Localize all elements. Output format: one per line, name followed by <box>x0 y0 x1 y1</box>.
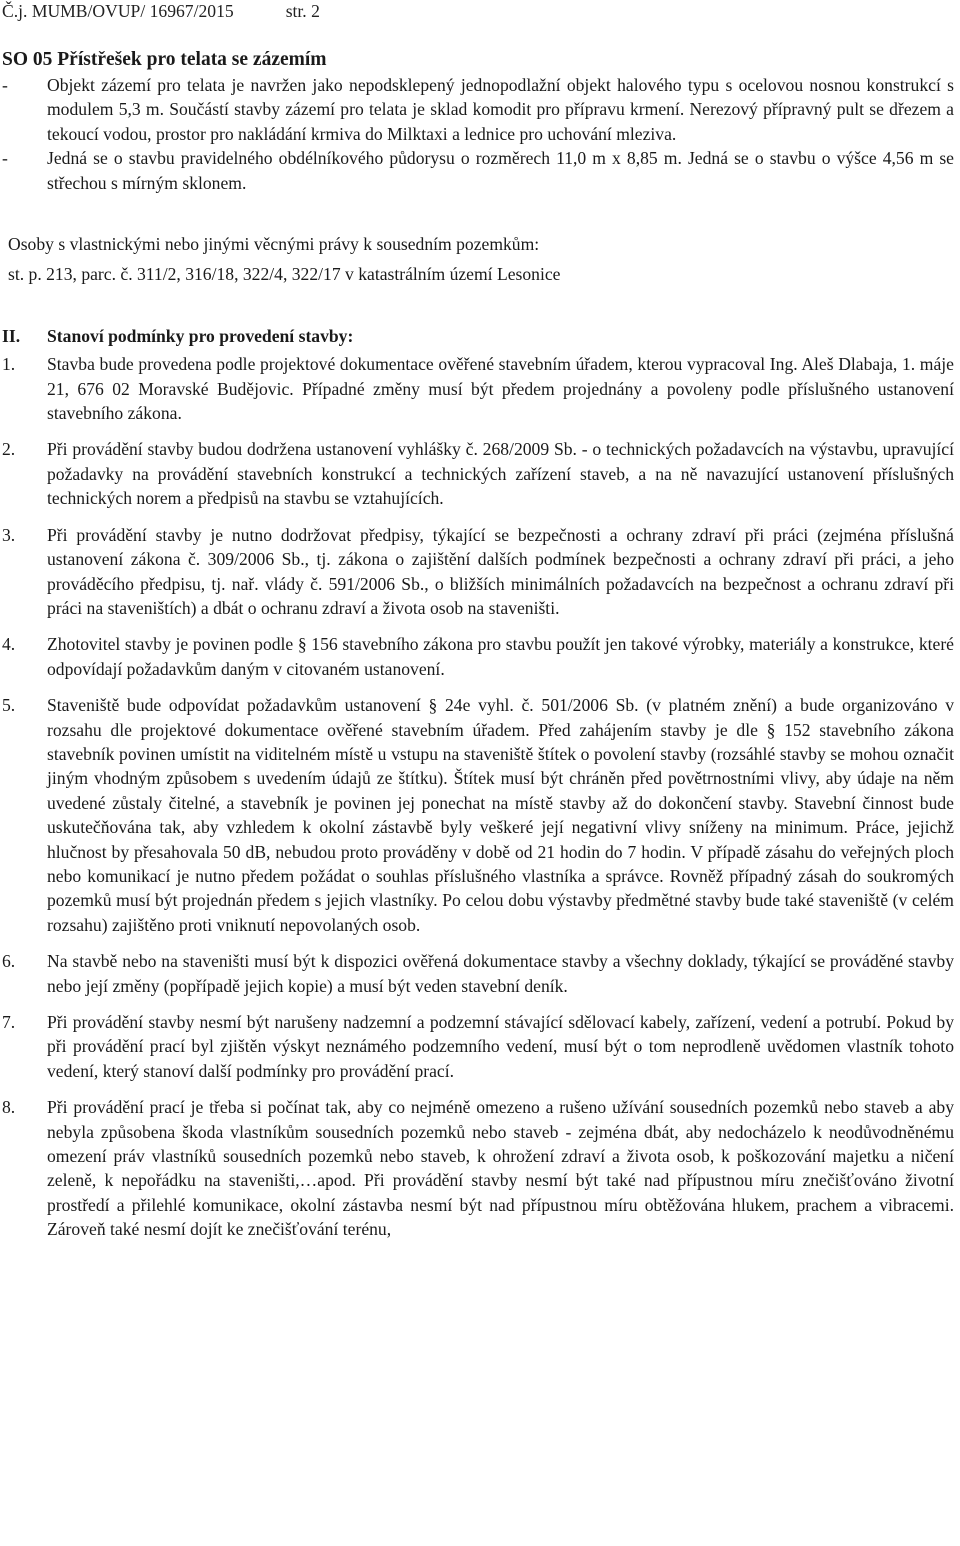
condition-text: Stavba bude provedena podle projektové dokumentace ověřené stavebním úřadem, kterou vypracoval Ing. Aleš Dlabaja, 1. máje 21, 676 02 Moravské Budějovic. Případné změny musí být předem projednány a povoleny podle příslušného ustanovení stavebního zákona. <box>47 354 954 424</box>
condition-item <box>2 632 954 681</box>
object-description-item <box>2 146 954 195</box>
condition-text: Při provádění stavby budou dodržena ustanovení vyhlášky č. 268/2009 Sb. - o technických požadavcích na výstavbu, upravující požadavky na provádění stavebních konstrukcí a technických zařízení staveb, a na ně navazující ustanovení příslušných technických norem a předpisů na stavbu se vztahujících. <box>47 439 954 509</box>
neighbours-title: Osoby s vlastnickými nebo jinými věcnými právy k sousedním pozemkům: <box>8 234 540 255</box>
condition-text: Při provádění stavby nesmí být narušeny nadzemní a podzemní stávající sdělovací kabely, zařízení, vedení a potrubí. Pokud by při provádění prací byl zjištěn výskyt neznámého podzemního vedení, musí být o tom neprodleně uvědomen vlastník tohoto vedení, který stanoví další podmínky pro provádění prací. <box>47 1012 954 1081</box>
neighbours-parcels: st. p. 213, parc. č. 311/2, 316/18, 322/4, 322/17 v katastrálním území Lesonice <box>8 264 561 285</box>
item-text: Jedná se o stavbu pravidelného obdélníkového půdorysu o rozměrech 11,0 m x 8,85 m. Jedná se o stavbu o výšce 4,56 m se střechou s mírným sklonem. <box>47 148 954 193</box>
section-heading <box>2 324 954 348</box>
condition-number: 1. <box>2 354 16 375</box>
neighbours-block <box>2 232 954 287</box>
page-number: str. 2 <box>285 1 320 21</box>
condition-item <box>2 352 954 425</box>
condition-text: Na stavbě nebo na staveništi musí být k dispozici ověřená dokumentace stavby a všechny doklady, týkající se prováděné stavby nebo její změny (popřípadě jejich kopie) a musí být veden stavební deník. <box>47 951 954 996</box>
section-number: II. <box>2 325 21 346</box>
item-text: Objekt zázemí pro telata je navržen jako nepodsklepený jednopodlažní objekt halového typu s ocelovou nosnou konstrukcí s modulem 5,3 m. Součástí stavby zázemí pro telata je sklad komodit pro přípravu krmení. Nerezový přípravný pult se dřezem a tekoucí vodou, prostor pro nakládání krmiva do Milktaxi a lednice pro uchování mleziva. <box>47 75 954 144</box>
condition-number: 2. <box>2 439 16 460</box>
condition-item <box>2 949 954 998</box>
reference-number: Č.j. MUMB/OVUP/ 16967/2015 <box>2 1 234 21</box>
condition-text: Při provádění prací je třeba si počínat tak, aby co nejméně omezeno a rušeno užívání sousedních pozemků nebo staveb a aby nebyla způsobena škoda vlastníkům sousedních pozemků nebo staveb - zejména dbát, aby nedocházelo k neodůvodněnému omezení práv vlastníků sousedních pozemků nebo staveb, k ohrožení zdraví a života osob, k poškozování majetku a ničení zeleně, k nepořádku na staveništi,…apod. Při provádění stavby nesmí být také nad přípustnou míru znečišťováno životní prostředí a přilehlé komunikace, okolní zástavba nesmí být nad přípustnou míru obtěžována hlukem, prachem a vibracemi. Zároveň také nesmí dojít ke znečišťování terénu, <box>47 1097 954 1240</box>
condition-item <box>2 437 954 510</box>
page-header <box>2 0 954 24</box>
condition-item <box>2 523 954 621</box>
object-title: SO 05 Přístřešek pro telata se zázemím <box>2 49 327 70</box>
condition-item <box>2 1010 954 1083</box>
condition-item <box>2 693 954 937</box>
dash-marker: - <box>2 148 8 169</box>
condition-number: 4. <box>2 634 16 655</box>
object-description-item <box>2 73 954 146</box>
condition-number: 7. <box>2 1012 16 1032</box>
condition-number: 8. <box>2 1097 16 1118</box>
condition-number: 5. <box>2 695 16 716</box>
dash-marker: - <box>2 75 8 95</box>
condition-number: 3. <box>2 524 16 545</box>
section-title: Stanoví podmínky pro provedení stavby: <box>47 325 354 346</box>
condition-text: Zhotovitel stavby je povinen podle § 156 stavebního zákona pro stavbu použít jen takové výrobky, materiály a konstrukce, které odpovídají požadavkům daným v citovaném ustanovení. <box>47 634 954 679</box>
condition-item <box>2 1095 954 1241</box>
condition-text: Staveniště bude odpovídat požadavkům ustanovení § 24e vyhl. č. 501/2006 Sb. (v platném znění) a bude organizováno v rozsahu dle projektové dokumentace ověřené stavebním úřadem. Před zahájením stavby je dle § 152 stavebního zákona stavebník povinen umístit na viditelném místě u vstupu na staveniště štítek o povolení stavby (rozsáhlé stavby se mohou označit jiným vhodným způsobem s uvedením údajů ze štítku). Štítek musí být chráněn před povětrnostními vlivy, aby údaje na něm uvedené zůstaly čitelné, a stavebník je povinen jej ponechat na místě stavby až do dokončení stavby. Stavební činnost bude uskutečňována tak, aby vzhledem k okolní zástavbě byly veškeré její negativní vlivy sníženy na minimum. Práce, jejichž hlučnost by přesahovala 50 dB, nebudou proto prováděny v době od 21 hodin do 7 hodin. V případě zásahu do veřejných ploch nebo komunikací je nutno předem požádat o souhlas příslušného vlastníka a správce. Rovněž případný zásah do soukromých pozemků musí být projednán předem s jejich vlastníky. Po celou dobu výstavby předmětné stavby bude také staveniště (v celém rozsahu) zajištěno proti vniknutí nepovolaných osob. <box>47 695 954 935</box>
condition-number: 6. <box>2 951 16 972</box>
condition-text: Při provádění stavby je nutno dodržovat předpisy, týkající se bezpečnosti a ochrany zdraví při práci (zejména příslušná ustanovení zákona č. 309/2006 Sb., tj. zákona o zajištění dalších podmínek bezpečnosti a ochrany zdraví při práci, a jeho prováděcího předpisu, tj. nař. vlády č. 591/2006 Sb., o bližších minimálních požadavcích na bezpečnost a ochranu zdraví při práci na staveništích) a dbát o ochranu zdraví a života osob na staveništi. <box>47 524 954 618</box>
